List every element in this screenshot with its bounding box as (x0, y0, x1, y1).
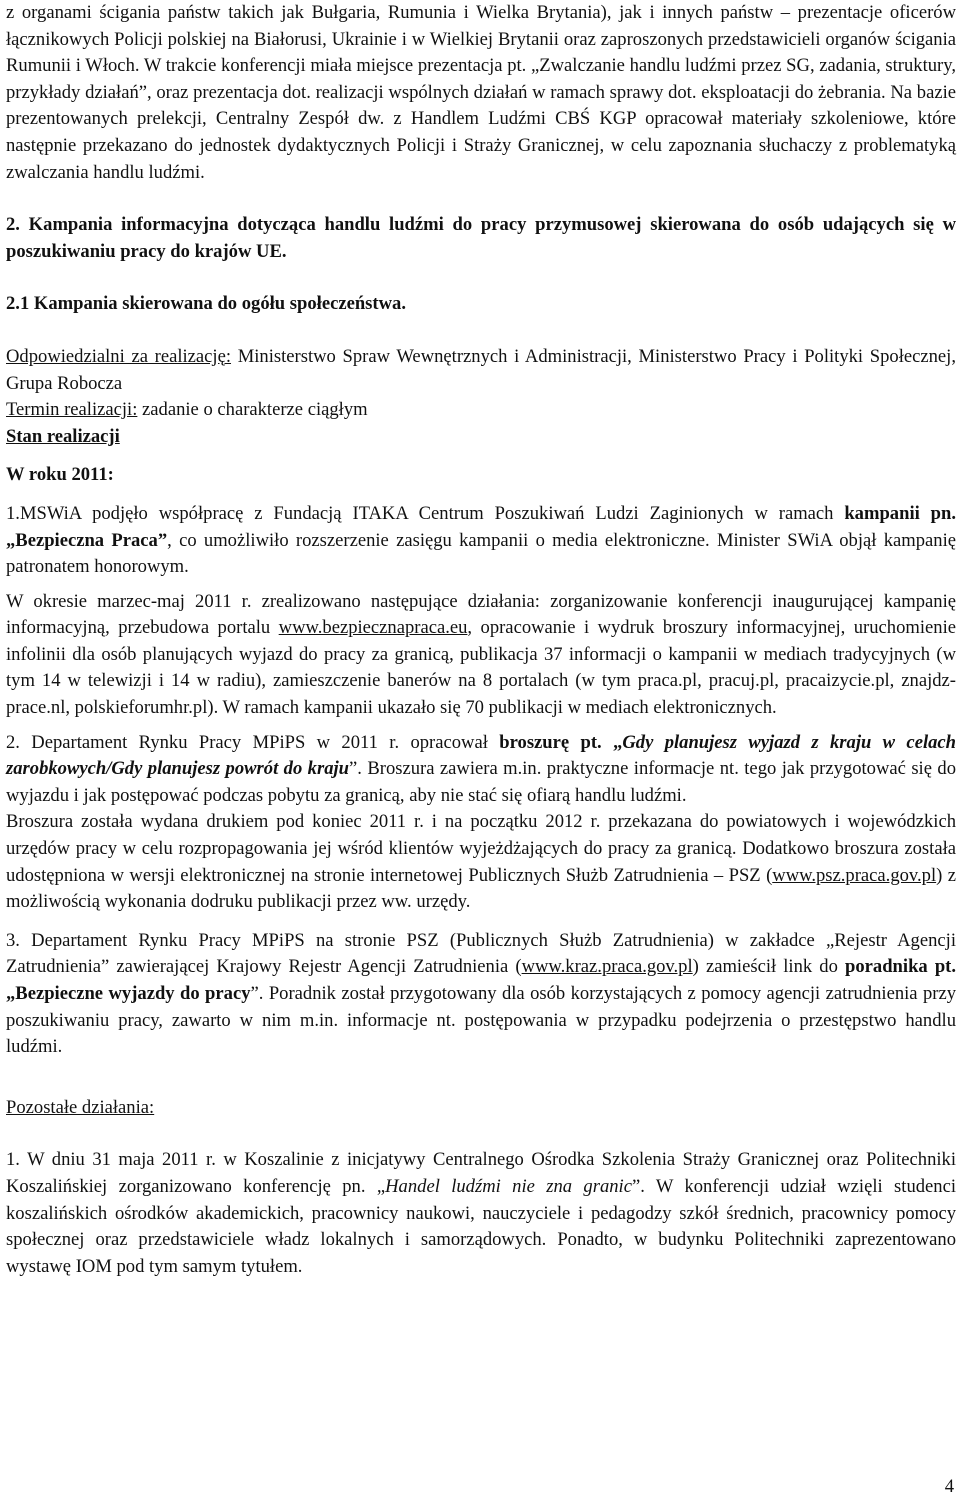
item-3-text-a: 3. Departament Rynku Pracy MPiPS na stronie PSZ (Publicznych Służb Zatrudnienia) w zakładce „Rejestr Agencji Zatrudnienia” zawierającej Krajowy Rejestr Agencji Zatrudnienia ( (6, 929, 956, 978)
other-actions-heading: Pozostałe działania: (6, 1096, 155, 1118)
item-2b-text-a: Broszura została wydana drukiem pod koniec 2011 r. i na początku 2012 r. przekazana do powiatowych i wojewódzkich urzędów pracy w celu rozpropagowania jej wśród klientów wyjeżdżających do pracy za granicą. Dodatkowo broszura została udostępniona w wersji elektronicznej na stronie internetowej Publicznych Służb Zatrudnienia – PSZ ( (6, 811, 956, 886)
item-1-paragraph (6, 501, 956, 581)
deadline-label: Termin realizacji: (6, 399, 138, 421)
document-page (6, 0, 956, 1280)
psz-link[interactable]: www.psz.praca.gov.pl (772, 864, 937, 886)
deadline-paragraph (6, 397, 956, 424)
item-1-text-c: , co umożliwiło rozszerzenie zasięgu kampanii o media elektroniczne. Minister SWiA objął kampanię patronatem honorowym. (6, 529, 956, 578)
conference-title: Handel ludźmi nie zna granic (385, 1175, 632, 1197)
section-2-1-heading: 2.1 Kampania skierowana do ogółu społeczeństwa. (6, 293, 406, 315)
brochure-label: broszurę pt. „ (499, 731, 623, 753)
kraz-link[interactable]: www.kraz.praca.gov.pl (521, 956, 693, 978)
other-1-paragraph (6, 1147, 956, 1280)
item-2-text-a: 2. Departament Rynku Pracy MPiPS w 2011 r. opracował (6, 731, 500, 753)
responsible-paragraph (6, 344, 956, 397)
other-1-text-a: 1. W dniu 31 maja 2011 r. w Koszalinie z inicjatywy Centralnego Ośrodka Szkolenia Straży Granicznej oraz Politechniki Koszalińskiej zorganizowano konferencję pn. „ (6, 1149, 956, 1197)
responsible-value: Ministerstwo Spraw Wewnętrznych i Administracji, Ministerstwo Pracy i Polityki Społecznej, Grupa Robocza (6, 345, 956, 394)
year-heading: W roku 2011: (6, 464, 114, 486)
intro-paragraph (6, 0, 956, 186)
item-3-text-d: ”. Poradnik został przygotowany dla osób korzystających z pomocy agencji zatrudnienia przy poszukiwaniu pracy, zawarto w nim m.in. informacje nt. postępowania w przypadku podejrzenia o przestępstwo handlu ludźmi. (6, 983, 956, 1058)
item-2-paragraph (6, 730, 956, 810)
item-2b-text-b: ) z możliwością wykonania dodruku publikacji przez ww. urzędy. (6, 864, 956, 913)
guide-title: poradnika pt. „Bezpieczne wyjazdy do pracy (6, 956, 957, 1004)
campaign-name: kampanii pn. „Bezpieczna Praca” (6, 502, 956, 551)
item-1b-text-a: W okresie marzec-maj 2011 r. zrealizowano następujące działania: zorganizowanie konferencji inaugurującej kampanię informacyjną, przebudowa portalu (6, 590, 956, 639)
item-1-text-a: 1.MSWiA podjęło współpracę z Fundacją ITAKA Centrum Poszukiwań Ludzi Zaginionych w ramach (6, 502, 845, 524)
responsible-label: Odpowiedzialni za realizację: (6, 345, 232, 367)
item-1b-text-b: , opracowanie i wydruk broszury informacyjnej, uruchomienie infolinii dla osób planujących wyjazd do pracy za granicą, publikacja 37 informacji o kampanii w mediach tradycyjnych (w tym 14 w telewizji i 14 w radiu), zamieszczenie banerów na 8 portalach (w tym praca.pl, pracuj.pl, pracaizycie.pl, znajdz-prace.nl, polskieforumhr.pl). W ramach kampanii ukazało się 70 publikacji w mediach elektronicznych. (6, 617, 956, 719)
item-2-text-d: ”. Broszura zawiera m.in. praktyczne informacje nt. tego jak przygotować się do wyjazdu i jak postępować podczas pobytu za granicą, aby nie stać się ofiarą handlu ludźmi. (6, 758, 956, 806)
item-2b-paragraph (6, 809, 956, 915)
brochure-title: Gdy planujesz wyjazd z kraju w celach zarobkowych/Gdy planujesz powrót do kraju (6, 731, 956, 780)
item-1b-paragraph (6, 589, 956, 722)
deadline-value: zadanie o charakterze ciągłym (137, 399, 368, 421)
bezpiecznapraca-link[interactable]: www.bezpiecznapraca.eu (278, 617, 468, 639)
other-1-text-c: ”. W konferencji udział wzięli studenci koszalińskich ośrodków akademickich, pracownicy naukowi, nauczyciele i pedagodzy szkół średnich, pracownicy pomocy społecznej oraz przedstawiciele władz lokalnych i samorządowych. Ponadto, w budynku Politechniki zaprezentowano wystawę IOM pod tym samym tytułem. (6, 1175, 957, 1277)
status-heading: Stan realizacji (6, 425, 120, 447)
item-3-paragraph (6, 928, 956, 1061)
intro-text: z organami ścigania państw takich jak Bułgaria, Rumunia i Wielka Brytania), jak i innych państw – prezentacje oficerów łącznikowych Policji polskiej na Białorusi, Ukrainie i w Wielkiej Brytanii oraz zaproszonych przedstawicieli organów ścigania Rumunii i Włoch. W trakcie konferencji miała miejsce prezentacja pt. „Zwalczanie handlu ludźmi przez SG, zadania, struktury, przykłady działań”, oraz prezentacja dot. realizacji wspólnych działań w ramach sprawy dot. eksploatacji do żebrania. Na bazie prezentowanych prelekcji, Centralny Zespół dw. z Handlem Ludźmi CBŚ KGP opracował materiały szkoleniowe, które następnie przekazano do jednostek dydaktycznych Policji i Straży Granicznej, w celu zapoznania słuchaczy z problematyką zwalczania handlu ludźmi. (6, 2, 956, 183)
item-3-text-b: ) zamieścił link do (692, 956, 846, 978)
section-2-heading: 2. Kampania informacyjna dotycząca handlu ludźmi do pracy przymusowej skierowana do osób udających się w poszukiwaniu pracy do krajów UE. (6, 214, 956, 262)
page-number: 4 (944, 1476, 954, 1497)
